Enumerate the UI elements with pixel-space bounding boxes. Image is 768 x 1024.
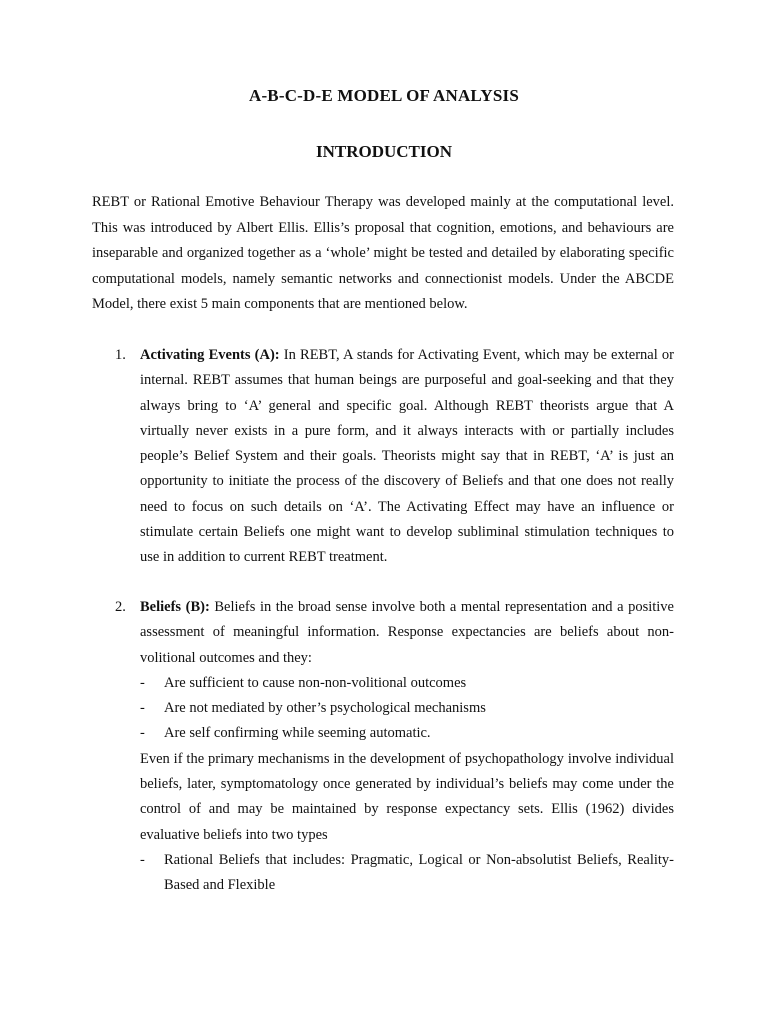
bullet-item: - Rational Beliefs that includes: Pragmatic, Logical or Non-absolutist Beliefs, Reality-Based and Flexible — [140, 848, 674, 899]
document-title: A-B-C-D-E MODEL OF ANALYSIS — [248, 86, 520, 105]
list-item-text: Beliefs in the broad sense involve both a mental representation and a positive assessment of meaningful information. Response expectancies are beliefs about non-volitional outcomes and they: — [140, 599, 674, 666]
bullet-item: - Are sufficient to cause non-non-volitional outcomes — [140, 671, 674, 696]
list-item-number: 2. — [115, 599, 126, 615]
list-item-text: In REBT, A stands for Activating Event, which may be external or internal. REBT assumes that human beings are purposeful and goal-seeking and that they always bring to ‘A’ general and specific goal. Although REBT theorists argue that A virtually never exists in a pure form, and it always interacts with or partially includes people’s Belief System and their goals. Theorists might say that in REBT, ‘A’ is just an opportunity to initiate the process of the discovery of Beliefs and that one does not really need to focus on such details on ‘A’. The Activating Effect may have an influence or stimulate certain Beliefs one might want to develop subliminal stimulation techniques to use in addition to current REBT treatment. — [140, 347, 674, 566]
bullet-item: - Are self confirming while seeming automatic. — [140, 721, 674, 746]
list-item-paragraph — [140, 595, 674, 671]
bullet-item: - Are not mediated by other’s psychological mechanisms — [140, 696, 674, 721]
sub-bullet-list — [140, 848, 674, 899]
list-item-activating-events — [115, 343, 674, 571]
list-item-paragraph — [140, 343, 674, 571]
list-item-beliefs — [115, 595, 674, 899]
list-item-number: 1. — [115, 347, 126, 363]
continuation-paragraph: Even if the primary mechanisms in the development of psychopathology involve individual beliefs, later, symptomatology once generated by individual’s beliefs may come under the control of and may be maintained by response expectancy sets. Ellis (1962) divides evaluative beliefs into two types — [140, 750, 674, 843]
bullet-list — [140, 671, 674, 747]
list-item-label: Beliefs (B): — [140, 599, 210, 615]
intro-paragraph: REBT or Rational Emotive Behaviour Therapy was developed mainly at the computational level. This was introduced by Albert Ellis. Ellis’s proposal that cognition, emotions, and behaviours are inseparable and organized together as a ‘whole’ might be tested and detailed by elaborating specific computational models, namely semantic networks and connectionist models. Under the ABCDE Model, there exist 5 main components that are mentioned below. — [92, 194, 674, 312]
section-heading: INTRODUCTION — [315, 142, 453, 161]
list-item-label: Activating Events (A): — [140, 347, 280, 363]
